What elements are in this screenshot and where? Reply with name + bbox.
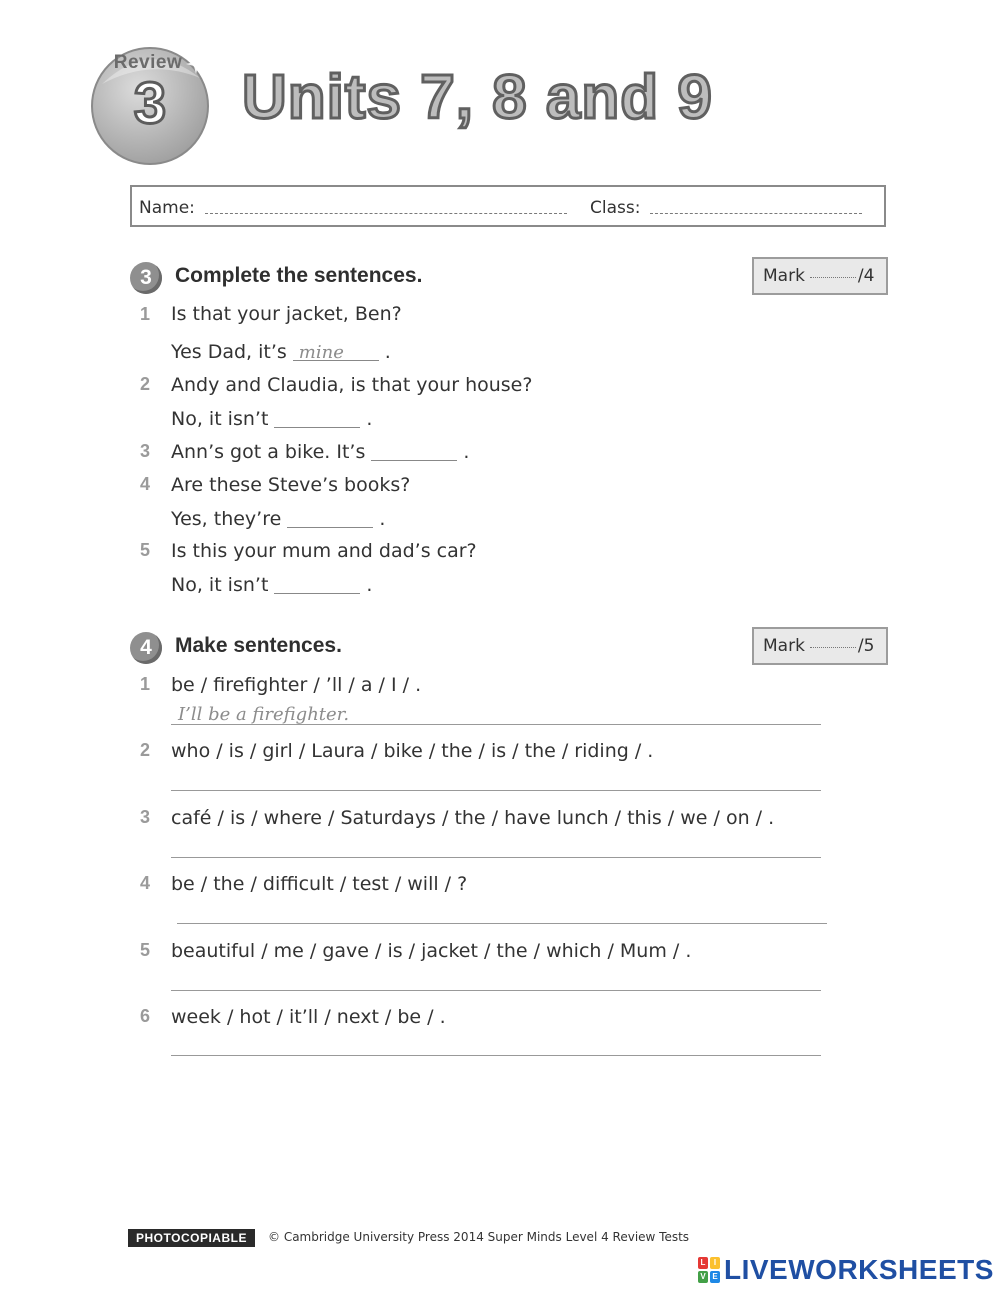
logo-block: I [710,1257,720,1269]
question-prompt: café / is / where / Saturdays / the / have lunch / this / we / on / . [171,807,775,829]
name-label: Name: [139,198,195,218]
question-number: 3 [139,807,150,827]
answer-blank[interactable] [274,407,360,428]
answer-end: . [379,508,386,530]
photocopiable-tag: PHOTOCOPIABLE [128,1229,255,1247]
answer-blank[interactable] [287,507,373,528]
answer-blank[interactable] [274,573,360,594]
answer-line [171,340,391,364]
answer-line[interactable] [171,990,821,991]
section-3-title: Complete the sentences. [175,264,423,287]
answer-end: . [463,441,470,463]
question-number: 5 [139,940,150,960]
question-number: 6 [139,1006,150,1026]
answer-line[interactable] [171,857,821,858]
section-3-mark-box [752,257,888,295]
section-4-title: Make sentences. [175,634,342,657]
question-number: 3 [139,441,150,461]
answer-prefix: Yes Dad, it’s [171,341,287,363]
section-3-number: 3 [130,262,162,294]
name-field[interactable] [205,213,567,214]
answer-blank[interactable] [371,440,457,461]
answer-text: I’ll be a firefighter. [178,704,350,725]
question-prompt: beautiful / me / gave / is / jacket / the / which / Mum / . [171,940,692,962]
question-text: Andy and Claudia, is that your house? [171,374,533,396]
answer-text [274,409,280,430]
answer-line[interactable] [177,923,827,924]
question-number: 1 [139,674,150,694]
logo-block: E [710,1271,720,1283]
question-number: 4 [139,873,150,893]
answer-line [171,573,372,597]
question-prompt: be / the / difficult / test / will / ? [171,873,468,895]
answer-text: mine [298,342,344,363]
section-4-mark-box [752,627,888,665]
answer-prefix: Yes, they’re [171,508,282,530]
page-title: Units 7, 8 and 9 [242,63,713,132]
mark-label: Mark [763,636,805,656]
answer-line[interactable] [171,790,821,791]
answer-blank[interactable] [293,340,379,361]
mark-total: /4 [857,266,875,286]
liveworksheets-logo[interactable] [698,1254,994,1286]
name-class-box [130,185,886,227]
answer-line [171,507,385,531]
answer-line[interactable] [171,1055,821,1056]
answer-text [274,575,280,596]
mark-field[interactable] [810,647,856,648]
question-prompt: week / hot / it’ll / next / be / . [171,1006,446,1028]
mark-field[interactable] [810,277,856,278]
answer-text [371,442,377,463]
question-prompt: be / firefighter / ’ll / a / I / . [171,674,422,696]
question-line [171,440,469,464]
badge-number: 3 [133,71,167,136]
question-text: Ann’s got a bike. It’s [171,441,366,463]
logo-block: L [698,1257,708,1269]
logo-blocks-icon [698,1257,720,1283]
answer-prefix: No, it isn’t [171,408,269,430]
answer-line [171,407,372,431]
answer-text [287,509,293,530]
question-number: 5 [139,540,150,560]
question-prompt: who / is / girl / Laura / bike / the / is / the / riding / . [171,740,654,762]
section-4-number: 4 [130,632,162,664]
answer-end: . [366,574,373,596]
mark-label: Mark [763,266,805,286]
class-label: Class: [590,198,641,218]
answer-end: . [366,408,373,430]
question-text: Is that your jacket, Ben? [171,303,402,325]
question-text: Is this your mum and dad’s car? [171,540,477,562]
logo-text: LIVEWORKSHEETS [724,1254,994,1285]
question-text: Are these Steve’s books? [171,474,411,496]
answer-end: . [384,341,391,363]
class-field[interactable] [650,213,862,214]
logo-block: V [698,1271,708,1283]
badge-label: Review [113,52,183,73]
question-number: 2 [139,740,150,760]
copyright-text: © Cambridge University Press 2014 Super Minds Level 4 Review Tests [268,1230,690,1244]
question-number: 4 [139,474,150,494]
question-number: 2 [139,374,150,394]
mark-total: /5 [857,636,875,656]
question-number: 1 [139,304,150,324]
answer-line[interactable] [171,724,821,725]
answer-prefix: No, it isn’t [171,574,269,596]
